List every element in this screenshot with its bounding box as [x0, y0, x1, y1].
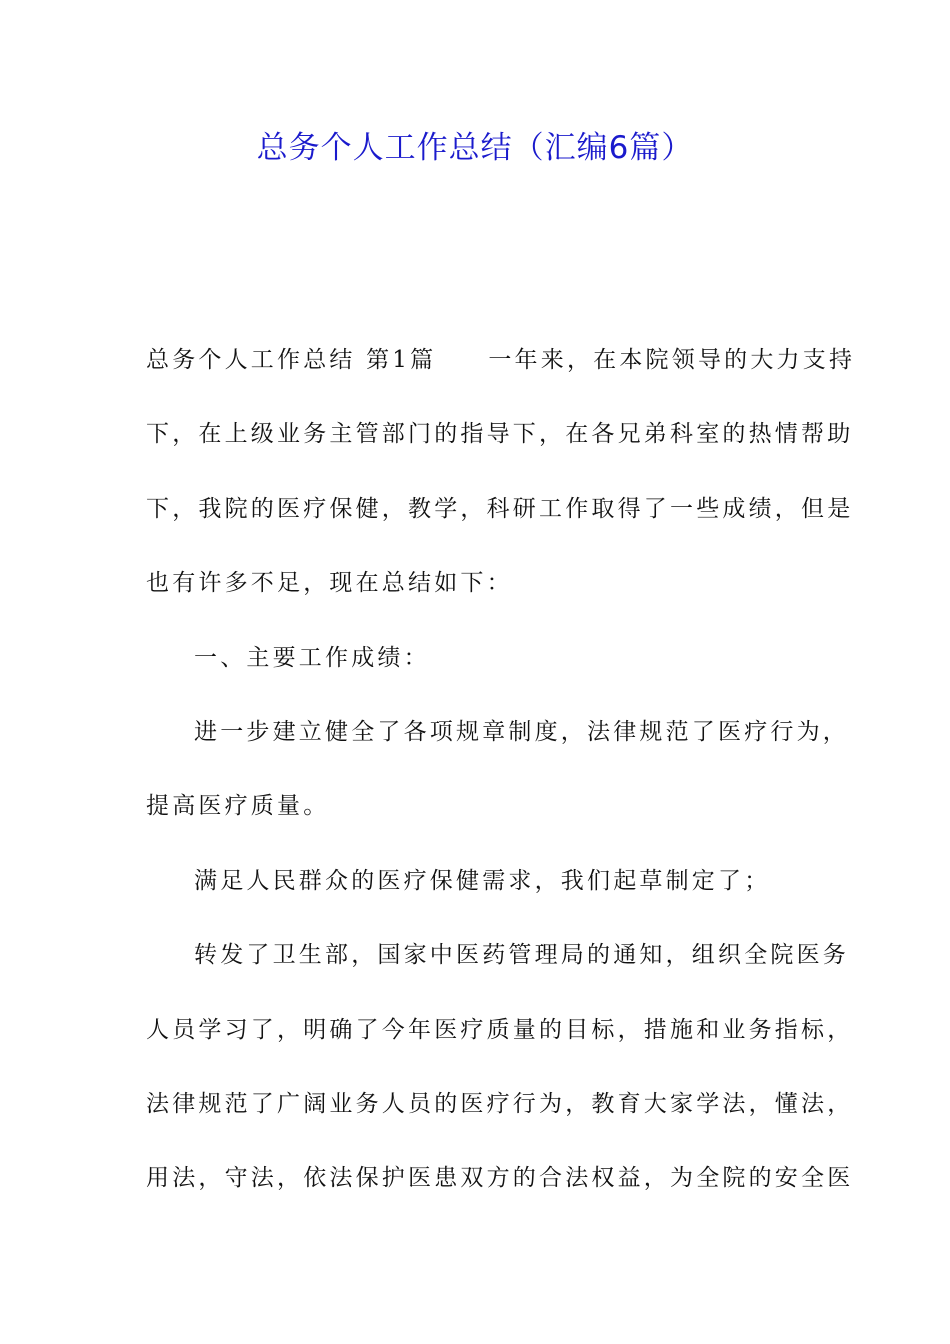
- paragraph-line: 下，我院的医疗保健，教学，科研工作取得了一些成绩，但是: [146, 495, 854, 522]
- section-heading: 总务个人工作总结 第1篇: [146, 347, 437, 373]
- paragraph-line: 进一步建立健全了各项规章制度，法律规范了医疗行为，: [194, 718, 849, 745]
- paragraph-line: 人员学习了，明确了今年医疗质量的目标，措施和业务指标，: [146, 1016, 854, 1043]
- paragraph-line: 也有许多不足，现在总结如下：: [146, 570, 513, 597]
- document-body: [146, 340, 856, 1233]
- paragraph-line: 满足人民群众的医疗保健需求，我们起草制定了；: [194, 867, 771, 894]
- paragraph-line: 下，在上级业务主管部门的指导下，在各兄弟科室的热情帮助: [146, 421, 854, 448]
- subheading-line: 一、主要工作成绩：: [194, 644, 430, 671]
- paragraph-line: 提高医疗质量。: [146, 793, 330, 820]
- paragraph-line: 转发了卫生部，国家中医药管理局的通知，组织全院医务: [194, 942, 849, 969]
- paragraph-line: 用法，守法，依法保护医患双方的合法权益，为全院的安全医: [146, 1165, 854, 1192]
- line-text: 一年来，在本院领导的大力支持: [488, 347, 856, 373]
- paragraph-line: 法律规范了广阔业务人员的医疗行为，教育大家学法，懂法，: [146, 1090, 854, 1117]
- document-title: 总务个人工作总结（汇编6篇）: [256, 130, 694, 166]
- paragraph-line: [146, 340, 856, 414]
